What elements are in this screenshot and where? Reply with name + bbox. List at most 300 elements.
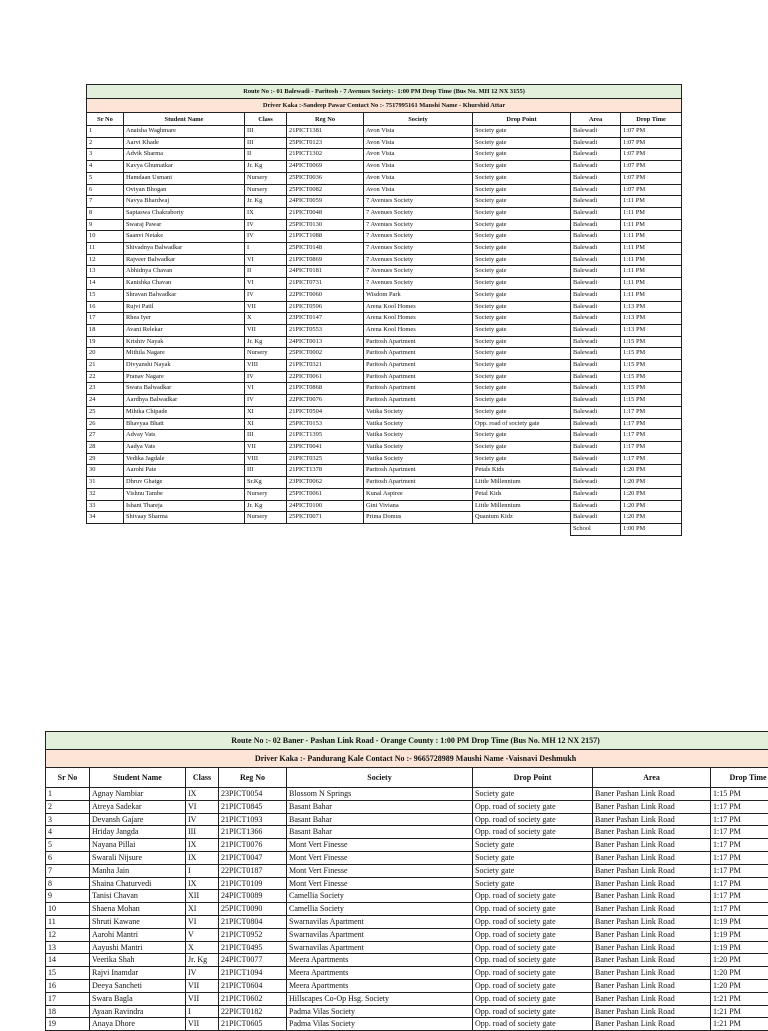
class-cell: IX	[245, 207, 287, 219]
column-header-drop-time: Drop Time	[621, 113, 682, 126]
society-cell: Paritosh Apartment	[364, 395, 473, 407]
drop-point-cell: Little Millennium	[473, 477, 571, 489]
class-cell: VI	[245, 254, 287, 266]
drop-point-cell: Opp. road of society gate	[473, 941, 593, 954]
student-name-cell: Manha Jain	[90, 864, 186, 877]
drop-time-cell: 1:20 PM	[621, 477, 682, 489]
sr-no-cell: 21	[87, 360, 124, 372]
sr-no-cell: 10	[46, 903, 90, 916]
area-cell: Balewadi	[571, 512, 621, 524]
class-cell: III	[245, 137, 287, 149]
class-cell: III	[245, 126, 287, 138]
student-name-cell: Oviyan Bhogan	[124, 184, 245, 196]
drop-time-cell: 1:11 PM	[621, 266, 682, 278]
area-cell: Baner Pashan Link Road	[593, 954, 711, 967]
student-name-cell: Kanishka Chavan	[124, 278, 245, 290]
table-row	[87, 196, 682, 208]
table-row	[87, 184, 682, 196]
sr-no-cell: 30	[87, 465, 124, 477]
area-cell: Baner Pashan Link Road	[593, 941, 711, 954]
student-name-cell: Rajvi Inamdar	[90, 967, 186, 980]
society-cell: Vatika Society	[364, 441, 473, 453]
class-cell: Nursery	[245, 488, 287, 500]
reg-no-cell: 23PICT0041	[287, 441, 364, 453]
sr-no-cell: 29	[87, 453, 124, 465]
society-cell: Padma Vilas Society	[287, 1005, 473, 1018]
drop-point-cell: Opp. road of society gate	[473, 967, 593, 980]
student-name-cell: Bhavyaa Bhatt	[124, 418, 245, 430]
reg-no-cell: 22PICT0076	[287, 395, 364, 407]
sr-no-cell: 24	[87, 395, 124, 407]
student-name-cell: Tanisi Chavan	[90, 890, 186, 903]
route-01-title: Route No :- 01 Balewadi - Paritosh - 7 Avenues Society:- 1:00 PM Drop Time (Bus No. MH 12 NX 3155)	[87, 85, 682, 99]
class-cell: VI	[186, 800, 219, 813]
sr-no-cell: 17	[46, 992, 90, 1005]
sr-no-cell: 20	[87, 348, 124, 360]
drop-time-cell: 1:19 PM	[711, 915, 768, 928]
reg-no-cell: 21PICT0596	[287, 301, 364, 313]
class-cell: VIII	[245, 453, 287, 465]
society-cell: Basant Bahar	[287, 800, 473, 813]
class-cell: VI	[186, 915, 219, 928]
reg-no-cell: 21PICT0048	[287, 207, 364, 219]
class-cell: XI	[186, 903, 219, 916]
reg-no-cell: 21PICT1094	[219, 967, 287, 980]
route-01-table	[86, 84, 682, 536]
society-cell: 7 Avenues Society	[364, 243, 473, 255]
reg-no-cell: 21PICT0604	[219, 979, 287, 992]
area-cell: Balewadi	[571, 231, 621, 243]
society-cell: 7 Avenues Society	[364, 278, 473, 290]
drop-point-cell: Opp. road of society gate	[473, 418, 571, 430]
society-cell: Avon Vista	[364, 172, 473, 184]
sr-no-cell: 28	[87, 441, 124, 453]
empty-cell	[87, 523, 124, 535]
table-row	[87, 137, 682, 149]
society-cell: Basant Bahar	[287, 813, 473, 826]
society-cell: Paritosh Apartment	[364, 360, 473, 372]
area-cell: Balewadi	[571, 313, 621, 325]
empty-cell	[287, 523, 364, 535]
reg-no-cell: 23PICT0147	[287, 313, 364, 325]
reg-no-cell: 21PICT1093	[219, 813, 287, 826]
table-row	[87, 336, 682, 348]
area-cell: Baner Pashan Link Road	[593, 903, 711, 916]
table-row	[87, 266, 682, 278]
table-row	[87, 465, 682, 477]
sr-no-cell: 4	[46, 826, 90, 839]
drop-time-cell: 1:17 PM	[711, 890, 768, 903]
drop-time-cell: 1:17 PM	[711, 813, 768, 826]
student-name-cell: Advay Vats	[124, 430, 245, 442]
drop-point-cell: Society gate	[473, 441, 571, 453]
sr-no-cell: 1	[46, 788, 90, 801]
table-row	[46, 954, 768, 967]
drop-point-cell: Society gate	[473, 360, 571, 372]
reg-no-cell: 25PICT0036	[287, 172, 364, 184]
table-row	[46, 890, 768, 903]
reg-no-cell: 21PICT1378	[287, 465, 364, 477]
reg-no-cell: 24PICT0059	[287, 196, 364, 208]
class-cell: VII	[245, 324, 287, 336]
drop-time-cell: 1:07 PM	[621, 184, 682, 196]
drop-point-cell: Opp. road of society gate	[473, 954, 593, 967]
drop-point-cell: Society gate	[473, 231, 571, 243]
society-cell: Paritosh Apartment	[364, 383, 473, 395]
drop-point-cell: Society gate	[473, 137, 571, 149]
table-row	[46, 941, 768, 954]
reg-no-cell: 22PICT0187	[219, 864, 287, 877]
sr-no-cell: 11	[46, 915, 90, 928]
drop-point-cell: Society gate	[473, 453, 571, 465]
area-cell: Balewadi	[571, 465, 621, 477]
reg-no-cell: 25PICT0153	[287, 418, 364, 430]
empty-cell	[124, 523, 245, 535]
reg-no-cell: 21PICT1088	[287, 231, 364, 243]
drop-time-cell: 1:11 PM	[621, 278, 682, 290]
student-name-cell: Rujvi Patil	[124, 301, 245, 313]
reg-no-cell: 21PICT1395	[287, 430, 364, 442]
society-cell: Hillscapes Co-Op Hsg. Society	[287, 992, 473, 1005]
society-cell: Arena Kool Homes	[364, 301, 473, 313]
table-row	[46, 851, 768, 864]
sr-no-cell: 32	[87, 488, 124, 500]
drop-point-cell: Opp. road of society gate	[473, 890, 593, 903]
society-cell: Paritosh Apartment	[364, 348, 473, 360]
drop-time-cell: 1:20 PM	[621, 488, 682, 500]
table-row	[87, 289, 682, 301]
area-cell: Balewadi	[571, 207, 621, 219]
society-cell: Paritosh Apartment	[364, 465, 473, 477]
student-name-cell: Hamdaan Usmani	[124, 172, 245, 184]
column-header-area: Area	[571, 113, 621, 126]
table-row	[87, 324, 682, 336]
class-cell: Sr.Kg	[245, 477, 287, 489]
reg-no-cell: 21PICT1302	[287, 149, 364, 161]
column-header-area: Area	[593, 768, 711, 788]
class-cell: III	[186, 826, 219, 839]
class-cell: Nursery	[245, 184, 287, 196]
area-cell: Balewadi	[571, 441, 621, 453]
drop-point-cell: Little Millennium	[473, 500, 571, 512]
area-cell: Balewadi	[571, 395, 621, 407]
table-row	[46, 813, 768, 826]
society-cell: Avon Vista	[364, 137, 473, 149]
society-cell: 7 Avenues Society	[364, 254, 473, 266]
society-cell: 7 Avenues Society	[364, 231, 473, 243]
area-cell: Balewadi	[571, 324, 621, 336]
society-cell: Vatika Society	[364, 406, 473, 418]
sr-no-cell: 9	[46, 890, 90, 903]
reg-no-cell: 21PICT0504	[287, 406, 364, 418]
society-cell: Paritosh Apartment	[364, 477, 473, 489]
table-row	[46, 915, 768, 928]
column-header-class: Class	[186, 768, 219, 788]
sr-no-cell: 6	[87, 184, 124, 196]
society-cell: 7 Avenues Society	[364, 196, 473, 208]
drop-time-cell: 1:20 PM	[621, 500, 682, 512]
reg-no-cell: 21PICT0731	[287, 278, 364, 290]
column-header-student-name: Student Name	[124, 113, 245, 126]
area-cell: Balewadi	[571, 196, 621, 208]
area-cell: Balewadi	[571, 219, 621, 231]
student-name-cell: Navya Bhardwaj	[124, 196, 245, 208]
reg-no-cell: 25PICT0090	[219, 903, 287, 916]
class-cell: Nursery	[245, 172, 287, 184]
table-row	[87, 430, 682, 442]
reg-no-cell: 24PICT0181	[287, 266, 364, 278]
student-name-cell: Aarohi Mantri	[90, 928, 186, 941]
area-cell: Baner Pashan Link Road	[593, 864, 711, 877]
drop-point-cell: Society gate	[473, 877, 593, 890]
student-name-cell: Aarvi Khade	[124, 137, 245, 149]
student-name-cell: Aarohi Pate	[124, 465, 245, 477]
drop-time-cell: 1:21 PM	[711, 992, 768, 1005]
class-cell: IX	[186, 839, 219, 852]
drop-time-cell: 1:17 PM	[711, 826, 768, 839]
drop-time-cell: 1:15 PM	[621, 360, 682, 372]
reg-no-cell: 25PICT0002	[287, 348, 364, 360]
drop-point-cell: Opp. road of society gate	[473, 1018, 593, 1031]
reg-no-cell: 21PICT0845	[219, 800, 287, 813]
drop-point-cell: Opp. road of society gate	[473, 915, 593, 928]
society-cell: Camellia Society	[287, 903, 473, 916]
class-cell: Jr. Kg	[245, 336, 287, 348]
society-cell: Avon Vista	[364, 126, 473, 138]
drop-point-cell: Society gate	[473, 266, 571, 278]
society-cell: Kunal Aspiree	[364, 488, 473, 500]
drop-point-cell: Society gate	[473, 864, 593, 877]
student-name-cell: Swarali Nijsure	[90, 851, 186, 864]
student-name-cell: Divyanshi Nayak	[124, 360, 245, 372]
sr-no-cell: 25	[87, 406, 124, 418]
table-row	[46, 928, 768, 941]
student-name-cell: Aayushi Mantri	[90, 941, 186, 954]
class-cell: VI	[245, 383, 287, 395]
area-cell: Balewadi	[571, 278, 621, 290]
reg-no-cell: 25PICT0123	[287, 137, 364, 149]
area-cell: Baner Pashan Link Road	[593, 979, 711, 992]
table-row	[87, 477, 682, 489]
student-name-cell: Agnay Nambiar	[90, 788, 186, 801]
class-cell: III	[245, 465, 287, 477]
sr-no-cell: 13	[46, 941, 90, 954]
society-cell: Gini Viviana	[364, 500, 473, 512]
area-cell: Balewadi	[571, 406, 621, 418]
drop-point-cell: Society gate	[473, 184, 571, 196]
student-name-cell: Mihika Chipade	[124, 406, 245, 418]
reg-no-cell: 22PICT0060	[287, 289, 364, 301]
sr-no-cell: 12	[87, 254, 124, 266]
drop-time-cell: 1:20 PM	[711, 954, 768, 967]
area-cell: Baner Pashan Link Road	[593, 839, 711, 852]
class-cell: V	[186, 928, 219, 941]
drop-time-cell: 1:11 PM	[621, 207, 682, 219]
sr-no-cell: 34	[87, 512, 124, 524]
table-row	[87, 219, 682, 231]
drop-time-cell: 1:15 PM	[621, 371, 682, 383]
reg-no-cell: 24PICT0069	[287, 161, 364, 173]
area-cell: Balewadi	[571, 266, 621, 278]
student-name-cell: Avani Relekar	[124, 324, 245, 336]
table-row	[46, 864, 768, 877]
student-name-cell: Aardhya Balwadkar	[124, 395, 245, 407]
student-name-cell: Shivaay Sharma	[124, 512, 245, 524]
sr-no-cell: 7	[87, 196, 124, 208]
area-cell: Balewadi	[571, 172, 621, 184]
drop-point-cell: Society gate	[473, 149, 571, 161]
sr-no-cell: 9	[87, 219, 124, 231]
table-row	[46, 877, 768, 890]
class-cell: I	[186, 1005, 219, 1018]
table-row	[87, 383, 682, 395]
class-cell: VI	[245, 278, 287, 290]
class-cell: IX	[186, 851, 219, 864]
route-01-driver-info: Driver Kaka :-Sandeep Pawar Contact No :- 7517995161 Maushi Name - Khurshid Attar	[87, 99, 682, 113]
table-row	[87, 243, 682, 255]
table-row	[87, 207, 682, 219]
drop-point-cell: Society gate	[473, 278, 571, 290]
sr-no-cell: 5	[87, 172, 124, 184]
drop-time-cell: 1:17 PM	[711, 877, 768, 890]
drop-point-cell: Opp. road of society gate	[473, 1005, 593, 1018]
society-cell: Mont Vert Finesse	[287, 839, 473, 852]
reg-no-cell: 23PICT0062	[287, 477, 364, 489]
drop-time-cell: 1:17 PM	[711, 839, 768, 852]
sr-no-cell: 8	[46, 877, 90, 890]
table-row	[87, 278, 682, 290]
drop-time-cell: 1:15 PM	[621, 348, 682, 360]
sr-no-cell: 15	[46, 967, 90, 980]
student-name-cell: Shivadnya Balwadkar	[124, 243, 245, 255]
area-cell: Baner Pashan Link Road	[593, 1005, 711, 1018]
student-name-cell: Rhea Iyer	[124, 313, 245, 325]
area-cell: Balewadi	[571, 477, 621, 489]
sr-no-cell: 33	[87, 500, 124, 512]
class-cell: Jr. Kg	[186, 954, 219, 967]
class-cell: XI	[245, 406, 287, 418]
reg-no-cell: 21PICT1366	[219, 826, 287, 839]
student-name-cell: Hriday Jangda	[90, 826, 186, 839]
society-cell: Prima Domus	[364, 512, 473, 524]
drop-point-cell: Society gate	[473, 313, 571, 325]
student-name-cell: Swara Balwadkar	[124, 383, 245, 395]
student-name-cell: Shravan Balwadkar	[124, 289, 245, 301]
drop-point-cell: Society gate	[473, 161, 571, 173]
table-row	[87, 488, 682, 500]
drop-point-cell: Society gate	[473, 383, 571, 395]
sr-no-cell: 16	[87, 301, 124, 313]
table-row	[87, 395, 682, 407]
student-name-cell: Swara Bagla	[90, 992, 186, 1005]
student-name-cell: Mithila Nagare	[124, 348, 245, 360]
drop-time-cell: 1:20 PM	[711, 967, 768, 980]
class-cell: IV	[245, 371, 287, 383]
drop-point-cell: Society gate	[473, 324, 571, 336]
society-cell: Meera Apartments	[287, 967, 473, 980]
drop-point-cell: Opp. road of society gate	[473, 979, 593, 992]
drop-point-cell: Opp. road of society gate	[473, 826, 593, 839]
sr-no-cell: 14	[46, 954, 90, 967]
reg-no-cell: 21PICT0495	[219, 941, 287, 954]
drop-time-cell: 1:17 PM	[711, 800, 768, 813]
society-cell: Mont Vert Finesse	[287, 864, 473, 877]
drop-time-cell: 1:11 PM	[621, 196, 682, 208]
drop-time-cell: 1:07 PM	[621, 161, 682, 173]
student-name-cell: Saptaswa Chakraborty	[124, 207, 245, 219]
table-row	[87, 313, 682, 325]
table-row	[87, 453, 682, 465]
reg-no-cell: 21PICT0605	[219, 1018, 287, 1031]
area-cell: Balewadi	[571, 383, 621, 395]
sr-no-cell: 5	[46, 839, 90, 852]
drop-time-cell: 1:19 PM	[711, 941, 768, 954]
drop-point-cell: Society gate	[473, 219, 571, 231]
table-row	[87, 441, 682, 453]
student-name-cell: Devansh Gajare	[90, 813, 186, 826]
class-cell: IV	[186, 813, 219, 826]
student-name-cell: Ishani Thareja	[124, 500, 245, 512]
student-name-cell: Rajveer Balwadkar	[124, 254, 245, 266]
column-header-class: Class	[245, 113, 287, 126]
drop-time-cell: 1:15 PM	[711, 788, 768, 801]
sr-no-cell: 7	[46, 864, 90, 877]
table-row	[46, 1018, 768, 1031]
drop-point-cell: Petals Kids	[473, 465, 571, 477]
society-cell: Meera Apartments	[287, 954, 473, 967]
sr-no-cell: 12	[46, 928, 90, 941]
empty-cell	[473, 523, 571, 535]
drop-time-cell: 1:15 PM	[621, 383, 682, 395]
society-cell: Meera Apartments	[287, 979, 473, 992]
area-cell: Balewadi	[571, 453, 621, 465]
student-name-cell: Krishiv Nayak	[124, 336, 245, 348]
drop-time-cell: 1:11 PM	[621, 254, 682, 266]
drop-time-cell: 1:17 PM	[711, 903, 768, 916]
table-row	[87, 512, 682, 524]
sr-no-cell: 26	[87, 418, 124, 430]
table-row	[87, 500, 682, 512]
reg-no-cell: 21PICT0321	[287, 360, 364, 372]
drop-point-cell: Opp. road of society gate	[473, 903, 593, 916]
column-header-drop-time: Drop Time	[711, 768, 768, 788]
student-name-cell: Swaraj Pawar	[124, 219, 245, 231]
column-header-student-name: Student Name	[90, 768, 186, 788]
drop-point-cell: Society gate	[473, 172, 571, 184]
drop-point-cell: Society gate	[473, 406, 571, 418]
school-drop-row	[87, 523, 682, 535]
drop-point-cell: Society gate	[473, 430, 571, 442]
area-cell: Balewadi	[571, 348, 621, 360]
student-name-cell: Vishnu Tambe	[124, 488, 245, 500]
society-cell: Swarnavilas Apartment	[287, 941, 473, 954]
drop-point-cell: Opp. road of society gate	[473, 800, 593, 813]
area-cell: Baner Pashan Link Road	[593, 800, 711, 813]
class-cell: IX	[186, 877, 219, 890]
reg-no-cell: 21PICT0325	[287, 453, 364, 465]
reg-no-cell: 25PICT0071	[287, 512, 364, 524]
drop-time-cell: 1:17 PM	[711, 851, 768, 864]
sr-no-cell: 23	[87, 383, 124, 395]
class-cell: XII	[186, 890, 219, 903]
student-name-cell: Anaisha Waghmare	[124, 126, 245, 138]
column-header-reg-no: Reg No	[287, 113, 364, 126]
student-name-cell: Shaena Mohan	[90, 903, 186, 916]
table-row	[46, 1005, 768, 1018]
society-cell: Vatika Society	[364, 430, 473, 442]
class-cell: Jr. Kg	[245, 196, 287, 208]
drop-time-cell: 1:11 PM	[621, 219, 682, 231]
